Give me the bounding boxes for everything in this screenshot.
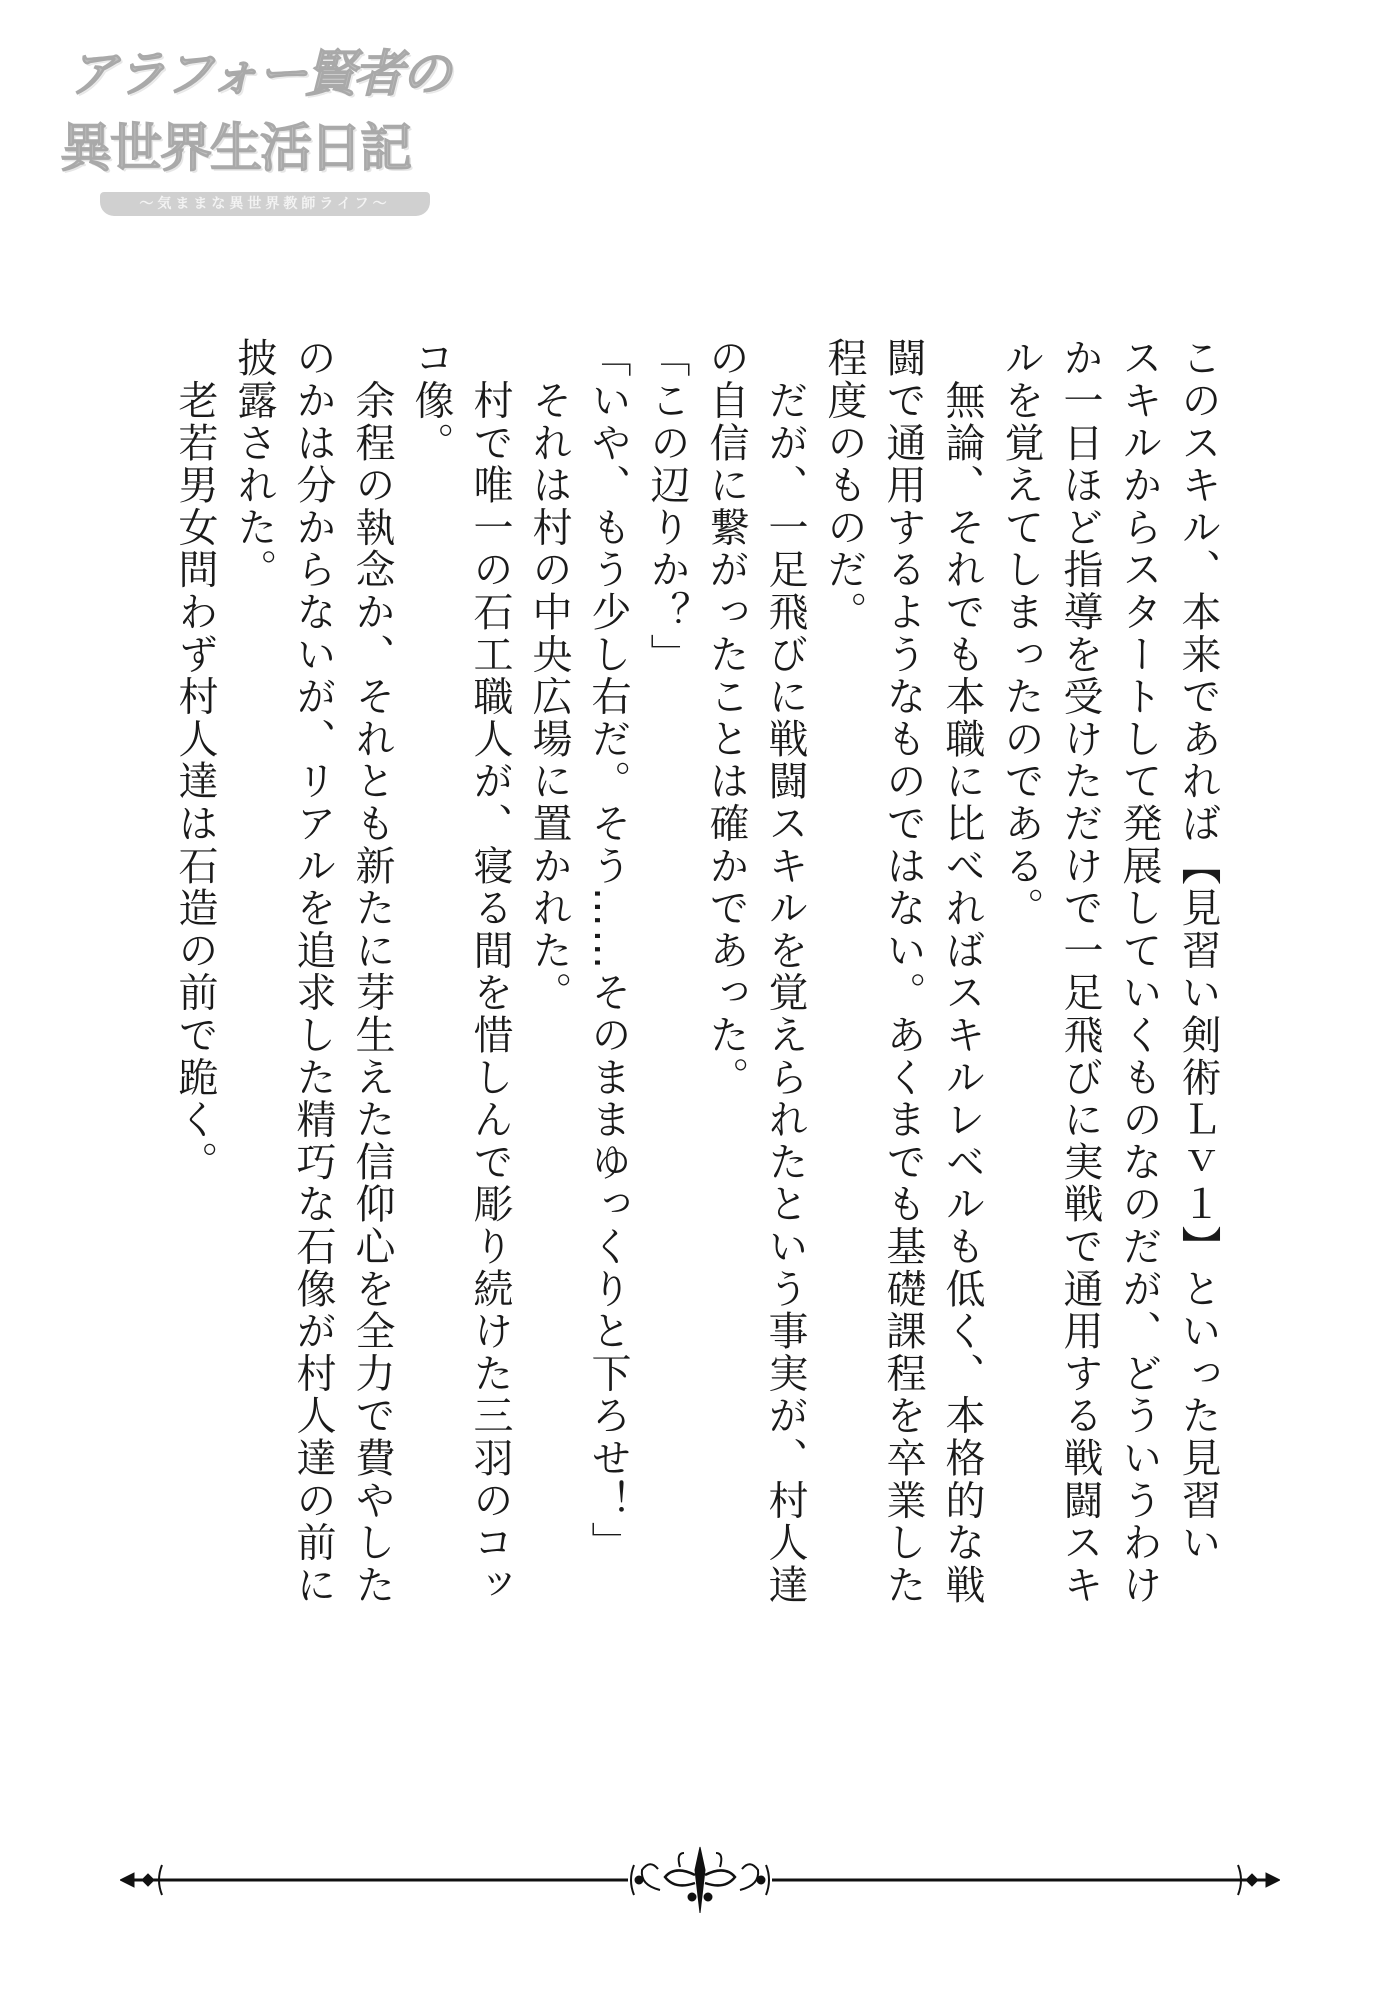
ornamental-divider: [120, 1845, 1280, 1915]
text-line: か一日ほど指導を受けただけで一足飛びに実戦で通用する戦闘スキ: [1057, 337, 1103, 1606]
fleur-de-lis-icon: [695, 1847, 705, 1913]
text-line: 老若男女問わず村人達は石造の前で跪く。: [172, 337, 218, 1183]
text-line: の自信に繋がったことは確かであった。: [703, 337, 749, 1099]
text-line: スキルからスタートして発展していくものなのだが、どういうわけ: [1116, 337, 1162, 1606]
logo-subtitle-ribbon: ～気ままな異世界教師ライフ～: [100, 192, 430, 216]
text-line: 余程の執念か、それとも新たに芽生えた信仰心を全力で費やした: [349, 337, 395, 1606]
logo-title-line1: アラフォー賢者の: [68, 44, 450, 103]
logo-title-line2: 異世界生活日記: [60, 118, 411, 179]
text-line: 無論、それでも本職に比べればスキルレベルも低く、本格的な戦: [939, 337, 985, 1606]
dialogue-line: 「いや、もう少し右だ。そう……そのままゆっくりと下ろせ！」: [585, 337, 631, 1564]
text-line: 闘で通用するようなものではない。あくまでも基礎課程を卒業した: [880, 337, 926, 1606]
text-line: だが、一足飛びに戦闘スキルを覚えられたという事実が、村人達: [762, 337, 808, 1606]
text-line: のかは分からないが、リアルを追求した精巧な石像が村人達の前に: [290, 337, 336, 1606]
text-line: 程度のものだ。: [821, 337, 867, 634]
text-line: コ像。: [408, 337, 454, 464]
text-line: 村で唯一の石工職人が、寝る間を惜しんで彫り続けた三羽のコッ: [467, 337, 513, 1606]
text-line: ルを覚えてしまったのである。: [998, 337, 1044, 930]
text-line: 披露された。: [231, 337, 277, 591]
novel-body-text: [165, 337, 1227, 1627]
series-logo: [60, 40, 450, 240]
text-line: このスキル、本来であれば【見習い剣術Ｌｖ１】といった見習い: [1175, 337, 1221, 1564]
dialogue-line: 「この辺りか？」: [644, 337, 690, 676]
text-line: それは村の中央広場に置かれた。: [526, 337, 572, 1014]
